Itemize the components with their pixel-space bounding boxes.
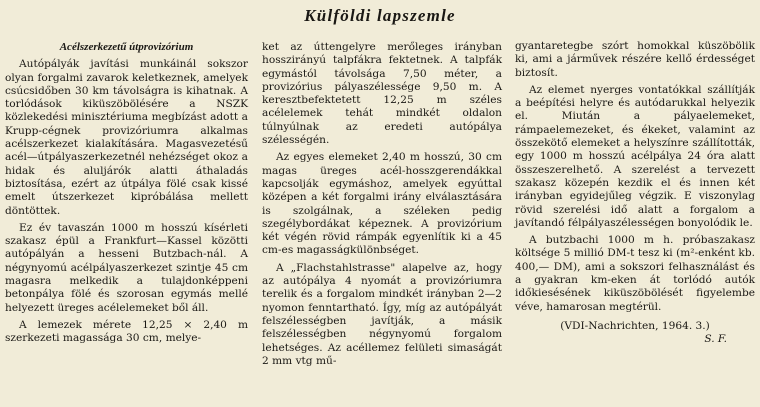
author-signature: S. F.	[704, 333, 727, 346]
paragraph: A lemezek mérete 12,25 × 2,40 m szerkezeti magassága 30 cm, melye-	[5, 318, 248, 345]
paragraph: Ez év tavaszán 1000 m hosszú kísérleti szakasz épül a Frankfurt—Kassel közötti autópályán a hesseni Butzbach-nál. A négynyomú acélpályaszerkezet szintje 45 cm magasra melkedik a tulajdonképpeni betonpálya fölé és szorosan egymás mellé helyezett üreges acélelemeket ből áll.	[5, 221, 248, 314]
paragraph: Az elemet nyerges vontatókkal szállítják a beépítési helyre és autódarukkal helyezik el. Miután a pályaelemeket, rámpaelemezeket, és ékeket, valamint az összekötő elemeket a helyszínre szállították, egy 1000 m hosszú acélpálya 24 óra alatt összeszerelhető. A szerelést a tervezett szakasz közepén kezdik el és innen két irányban egyidejűleg végzik. E viszonylag rövid szerelési idő alatt a forgalom a javítandó félpályaszélességen bonyolódik le.	[515, 83, 755, 229]
article-column-2	[262, 41, 502, 368]
paragraph: gyantaretegbe szórt homokkal küszöbölik ki, ami a járművek részére kellő érdességet biztosít.	[515, 40, 755, 79]
article-heading: Acélszerkezetű útprovizórium	[59, 41, 194, 53]
paragraph: ket az úttengelyre merőleges irányban hosszirányú talpfákra fektetnek. A talpfák egymástól távolsága 7,50 méter, a provizórius pályaszélessége 9,50 m. A keresztbefektetett 12,25 m széles acélelemek tehát mindkét oldalon túlnyúlnak az eredeti autópálya szélességén.	[262, 41, 502, 147]
article-column-3	[515, 40, 755, 347]
paragraph: Az egyes elemeket 2,40 m hosszú, 30 cm magas üreges acél-hosszgerendákkal kapcsolják egymáshoz, amelyek egyúttal középen a két forgalmi irány elválasztására is szolgálnak, a széleken pedig szegélybordákat képeznek. A provizórium két végén rövid rámpák egyenlítik ki a 45 cm-es magasságkülönbséget.	[262, 151, 502, 257]
paragraph: A butzbachi 1000 m h. próbaszakasz költsége 5 millió DM-t tesz ki (m²-enként kb. 400,— DM), ami a sokszori felhasználást és a gyakran km-eken át torlódó autók időkiesésének kiküszöbölését figyelembe véve, hamarosan megtérül.	[515, 234, 755, 313]
paragraph: A „Flachstahlstrasse" alapelve az, hogy az autópálya 4 nyomát a provizóriumra terelik és a forgalom mindkét irányban 2—2 nyomon fenntartható. Így, míg az autópályát felszélességben javítják, a másik felszélességben négynyomú forgalom lehetséges. Az acéllemez felületi simaságát 2 mm vtg mű-	[262, 261, 502, 367]
article-column-1	[5, 41, 248, 346]
paragraph: Autópályák javítási munkáinál sokszor olyan forgalmi zavarok keletkeznek, amelyek csúcsidőben 30 km távolságra is kihatnak. A torlódások kiküszöbölésére a NSZK közlekedési minisztériuma megbízást adott a Krupp-cégnek provizóriumra alkalmas acélszerkezet kialakítására. Magasvezetésű acél—útpályaszerkezetnél nehézséget okoz a hidak és aluljárók alatti áthaladás biztosítása, ezért az útpálya fölé csak kissé emelt útszerkezet kipróbálása mellett döntöttek.	[5, 58, 248, 217]
source-citation: (VDI-Nachrichten, 1964. 3.)	[560, 319, 710, 332]
section-title: Külföldi lapszemle	[304, 6, 456, 25]
